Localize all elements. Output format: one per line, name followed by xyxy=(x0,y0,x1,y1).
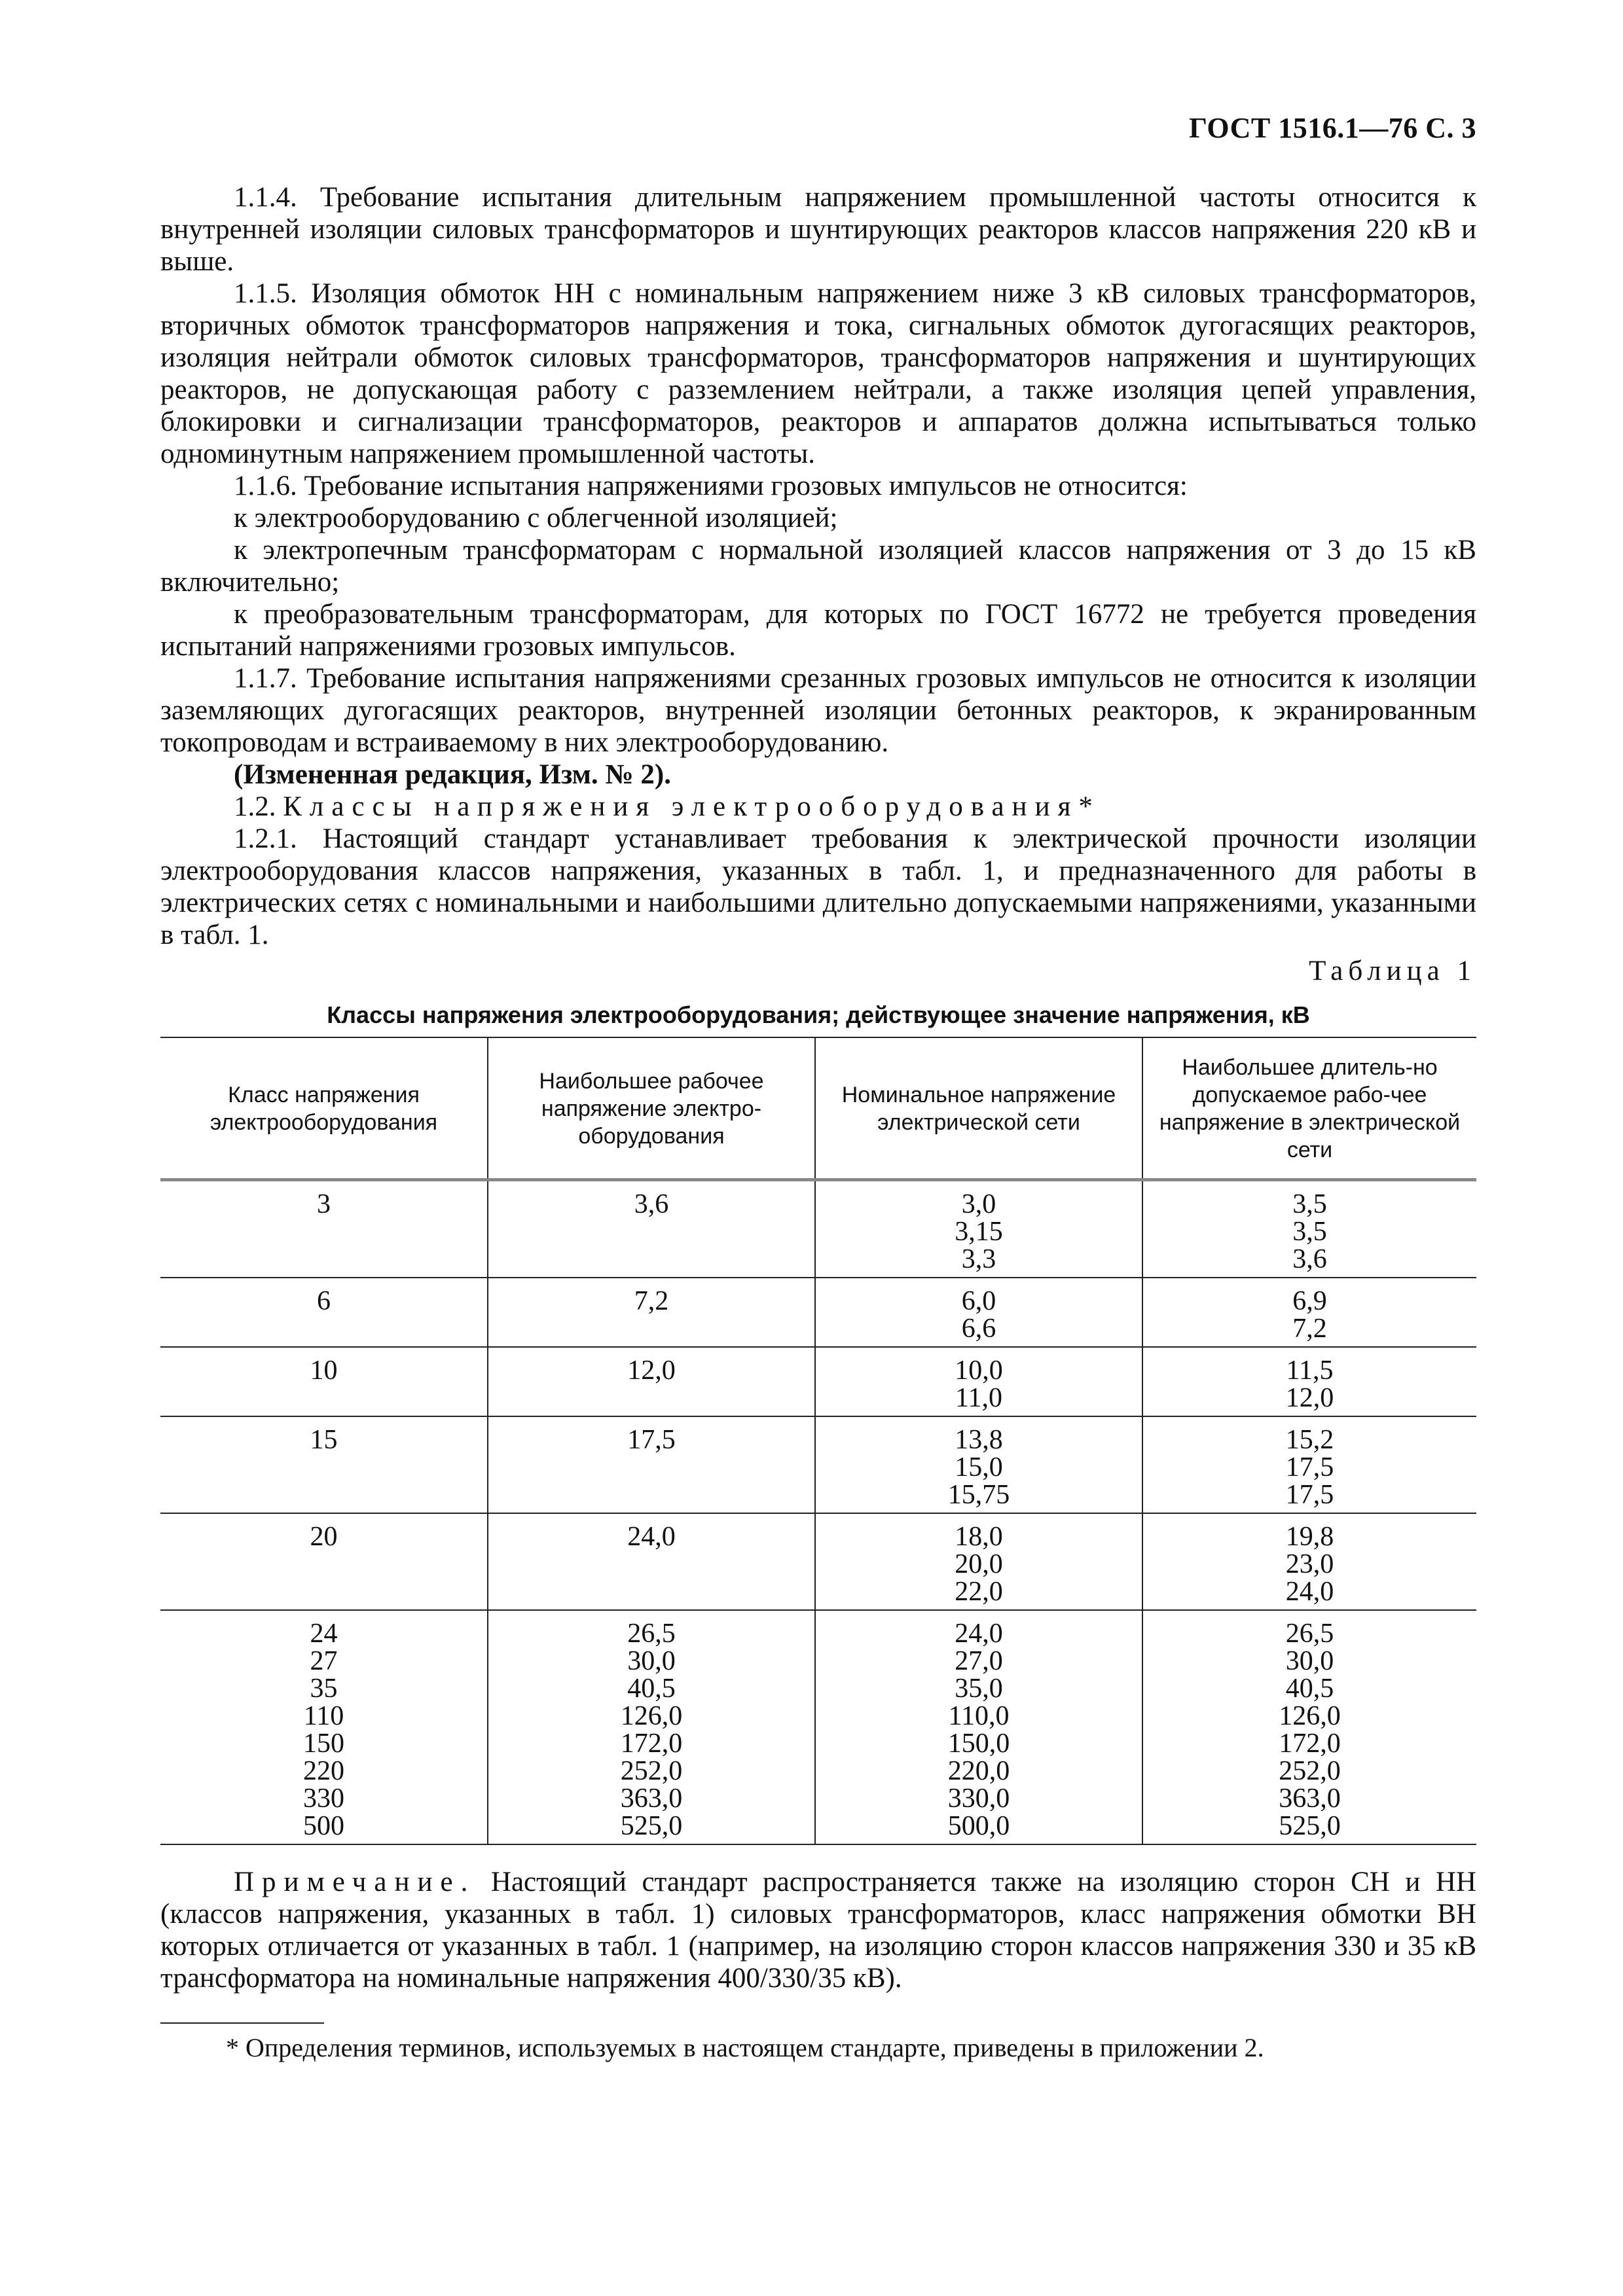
document-page xyxy=(160,111,1476,2063)
table-cell: 15,2 17,5 17,5 xyxy=(1142,1416,1476,1513)
column-header-max-equipment-voltage: Наибольшее рабочее напряжение электро-оборудования xyxy=(488,1037,815,1180)
table-row xyxy=(160,1278,1476,1347)
column-header-max-continuous-voltage: Наибольшее длитель-но допускаемое рабо-чее напряжение в электрической сети xyxy=(1142,1037,1476,1180)
table-cell: 6,9 7,2 xyxy=(1142,1278,1476,1347)
footnote: * Определения терминов, используемых в настоящем стандарте, приведены в приложении 2. xyxy=(226,2033,1264,2062)
table-cell: 12,0 xyxy=(488,1347,815,1416)
table-cell: 10,0 11,0 xyxy=(815,1347,1142,1416)
table-cell: 15 xyxy=(160,1416,488,1513)
table-row xyxy=(160,1513,1476,1610)
table-cell: 6,0 6,6 xyxy=(815,1278,1142,1347)
section-title: Классы напряжения электрооборудования* xyxy=(283,791,1101,822)
paragraph-1-1-6: 1.1.6. Требование испытания напряжениями грозовых импульсов не относится: xyxy=(234,471,1188,501)
column-header-class: Класс напряжения электрооборудования xyxy=(160,1037,488,1180)
table-label: Таблица 1 xyxy=(1309,956,1476,986)
paragraph-1-1-4: 1.1.4. Требование испытания длительным напряжением промышленной частоты относится к внутренней изоляции силовых трансформаторов и шунтирующих реакторов классов напряжения 220 кВ и выше. xyxy=(160,182,1476,277)
paragraph-1-1-5: 1.1.5. Изоляция обмоток НН с номинальным напряжением ниже 3 кВ силовых трансформаторов, вторичных обмоток трансформаторов напряжения и тока, сигнальных обмоток дугогасящих реакторов, изоляция нейтрали обмоток силовых трансформаторов, трансформаторов напряжения и шунтирующих реакторов, не допускающая работу с разземлением нейтрали, а также изоляция цепей управления, блокировки и сигнализации трансформаторов, реакторов и аппаратов должна испытываться только одноминутным напряжением промышленной частоты. xyxy=(160,278,1476,469)
table-cell: 10 xyxy=(160,1347,488,1416)
table-cell: 24 27 35 110 150 220 330 500 xyxy=(160,1610,488,1844)
table-header-row xyxy=(160,1037,1476,1180)
paragraph-1-2-1: 1.2.1. Настоящий стандарт устанавливает требования к электрической прочности изоляции электрооборудования классов напряжения, указанных в табл. 1, и предназначенного для работы в электрических сетях с номинальными и наибольшими длительно допускаемыми напряжениями, указанными в табл. 1. xyxy=(160,823,1476,950)
table-cell: 13,8 15,0 15,75 xyxy=(815,1416,1142,1513)
section-1-2-heading xyxy=(160,791,1476,823)
table-cell: 26,5 30,0 40,5 126,0 172,0 252,0 363,0 525,0 xyxy=(488,1610,815,1844)
table-row xyxy=(160,1347,1476,1416)
table-cell: 3,0 3,15 3,3 xyxy=(815,1180,1142,1278)
table-row xyxy=(160,1416,1476,1513)
section-number: 1.2. xyxy=(234,791,276,822)
paragraph-1-1-6-item-a: к электрооборудованию с облегченной изоляцией; xyxy=(234,503,838,533)
paragraph-1-1-6-item-b: к электропечным трансформаторам с нормальной изоляцией классов напряжения от 3 до 15 кВ включительно; xyxy=(160,535,1476,598)
table-cell: 3,6 xyxy=(488,1180,815,1278)
column-header-nominal-network-voltage: Номинальное напряжение электрической сети xyxy=(815,1037,1142,1180)
table-cell: 6 xyxy=(160,1278,488,1347)
paragraph-1-1-7: 1.1.7. Требование испытания напряжениями срезанных грозовых импульсов не относится к изоляции заземляющих дугогасящих реакторов, внутренней изоляции бетонных реакторов, к экранированным токопроводам и встраиваемому в них электрооборудованию. xyxy=(160,663,1476,758)
note-label: Примечание. xyxy=(234,1867,476,1897)
amendment-note: (Измененная редакция, Изм. № 2). xyxy=(234,759,671,790)
table-cell: 19,8 23,0 24,0 xyxy=(1142,1513,1476,1610)
note-text: Настоящий стандарт распространяется также на изоляцию сторон СН и НН (классов напряжения, указанных в табл. 1) силовых трансформаторов, класс напряжения обмотки ВН которых отличается от указанных в табл. 1 (например, на изоляцию сторон классов напряжения 330 и 35 кВ трансформатора на номинальные напряжения 400/330/35 кВ). xyxy=(160,1867,1476,1994)
table-cell: 11,5 12,0 xyxy=(1142,1347,1476,1416)
table-cell: 24,0 27,0 35,0 110,0 150,0 220,0 330,0 500,0 xyxy=(815,1610,1142,1844)
table-cell: 26,5 30,0 40,5 126,0 172,0 252,0 363,0 525,0 xyxy=(1142,1610,1476,1844)
table-cell: 24,0 xyxy=(488,1513,815,1610)
table-cell: 20 xyxy=(160,1513,488,1610)
paragraph-1-1-6-item-c: к преобразовательным трансформаторам, для которых по ГОСТ 16772 не требуется проведения испытаний напряжениями грозовых импульсов. xyxy=(160,599,1476,662)
table-row xyxy=(160,1180,1476,1278)
table-cell: 3 xyxy=(317,1189,331,1219)
voltage-classes-table xyxy=(160,1037,1476,1845)
table-row xyxy=(160,1610,1476,1844)
table-cell: 3,5 3,5 3,6 xyxy=(1142,1180,1476,1278)
table-title: Классы напряжения электрооборудования; действующее значение напряжения, кВ xyxy=(327,1001,1310,1028)
table-cell: 18,0 20,0 22,0 xyxy=(815,1513,1142,1610)
table-cell: 17,5 xyxy=(488,1416,815,1513)
footnote-divider xyxy=(160,2022,324,2024)
table-cell: 7,2 xyxy=(488,1278,815,1347)
table-note xyxy=(160,1866,1476,1994)
page-header: ГОСТ 1516.1—76 С. 3 xyxy=(1188,112,1476,144)
